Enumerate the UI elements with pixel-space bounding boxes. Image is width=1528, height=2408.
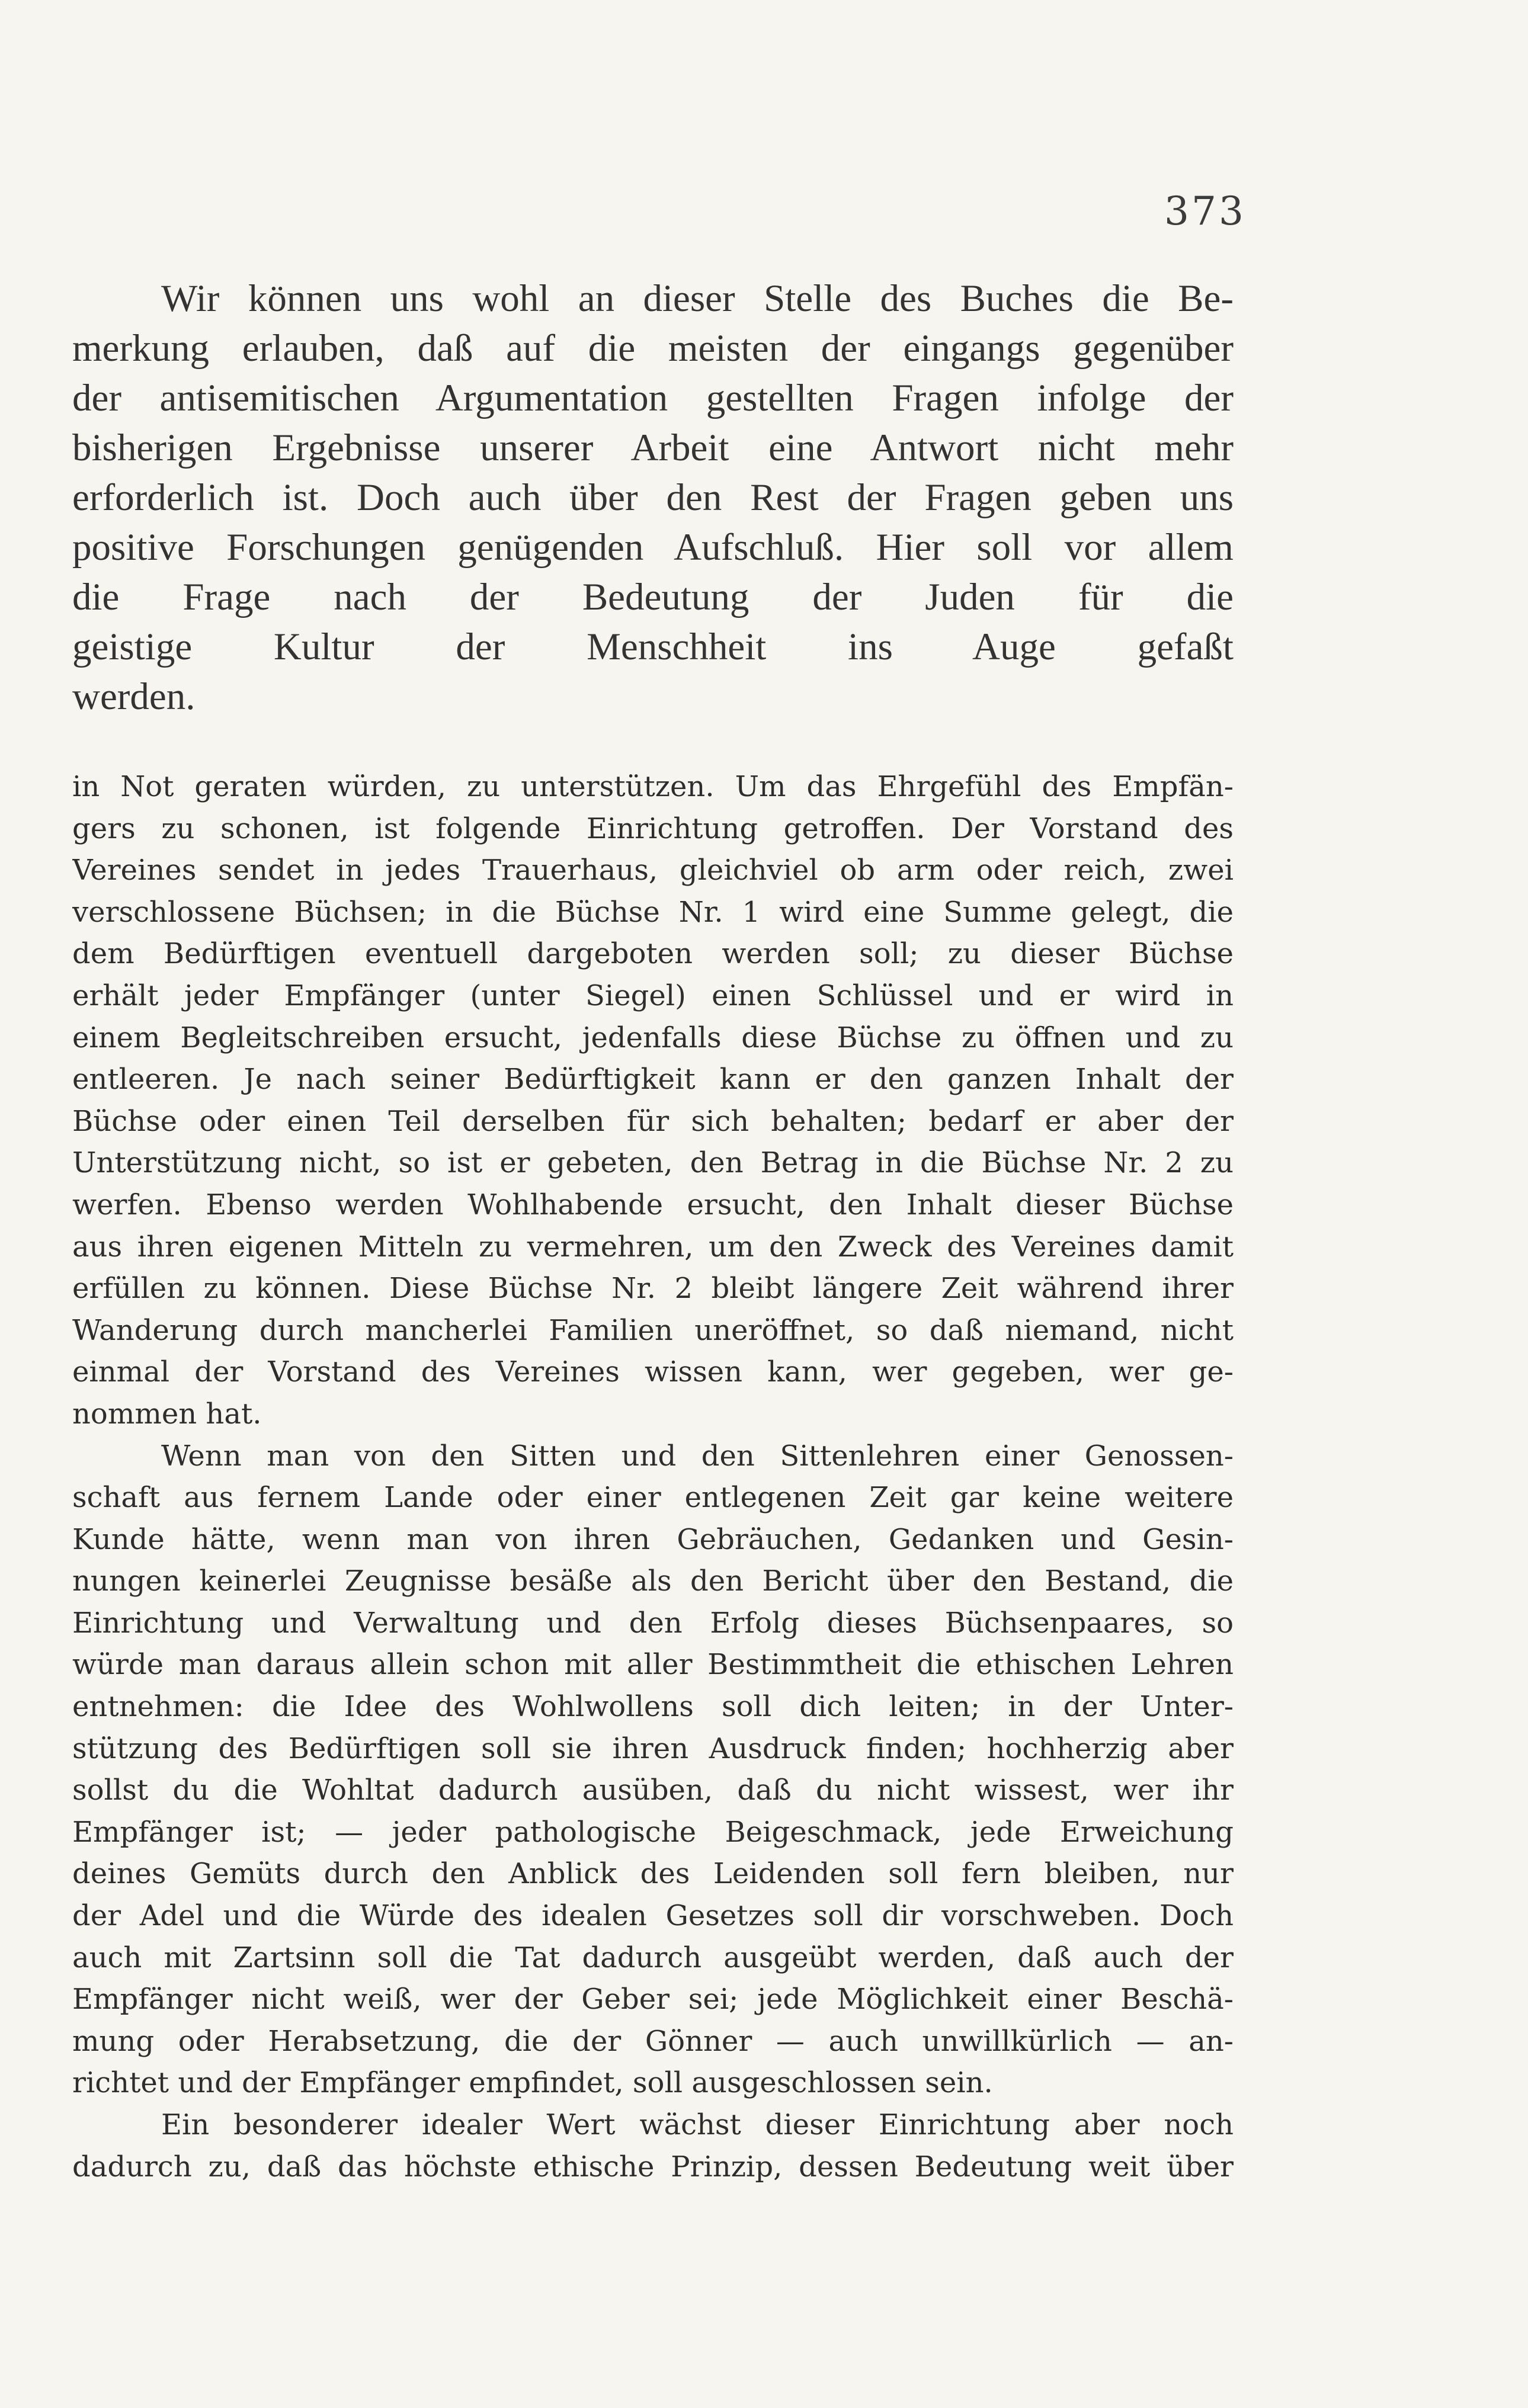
text-line: verschlossene Büchsen; in die Büchse Nr. 1 wird eine Summe gelegt, die xyxy=(72,895,1234,929)
text-line: der Adel und die Würde des idealen Gesetzes soll dir vorschweben. Doch xyxy=(72,1899,1234,1933)
text-line: Unterstützung nicht, so ist er gebeten, den Betrag in die Büchse Nr. 2 zu xyxy=(72,1146,1234,1180)
text-line: Empfänger ist; — jeder pathologische Beigeschmack, jede Erweichung xyxy=(72,1815,1234,1849)
text-line: werfen. Ebenso werden Wohlhabende ersucht, den Inhalt dieser Büchse xyxy=(72,1188,1234,1221)
text-line: Wir können uns wohl an dieser Stelle des Buches die Be- xyxy=(161,277,1234,320)
text-line: mung oder Herabsetzung, die der Gönner — auch unwillkürlich — an- xyxy=(72,2024,1234,2058)
text-line: die Frage nach der Bedeutung der Juden für die xyxy=(72,576,1234,618)
text-line: geistige Kultur der Menschheit ins Auge gefaßt xyxy=(72,626,1234,668)
text-line: in Not geraten würden, zu unterstützen. Um das Ehrgefühl des Empfän- xyxy=(72,770,1234,803)
text-line: Vereines sendet in jedes Trauerhaus, gleichviel ob arm oder reich, zwei xyxy=(72,854,1234,887)
text-line: dadurch zu, daß das höchste ethische Prinzip, dessen Bedeutung weit über xyxy=(72,2150,1234,2183)
text-line: nommen hat. xyxy=(72,1397,262,1431)
text-line: bisherigen Ergebnisse unserer Arbeit eine Antwort nicht mehr xyxy=(72,427,1234,469)
text-line: schaft aus fernem Lande oder einer entlegenen Zeit gar keine weitere xyxy=(72,1481,1234,1515)
text-line: einem Begleitschreiben ersucht, jedenfalls diese Büchse zu öffnen und zu xyxy=(72,1021,1234,1054)
text-line: Kunde hätte, wenn man von ihren Gebräuchen, Gedanken und Gesin- xyxy=(72,1522,1234,1556)
text-line: erfüllen zu können. Diese Büchse Nr. 2 bleibt längere Zeit während ihrer xyxy=(72,1272,1234,1306)
text-line: positive Forschungen genügenden Aufschluß. Hier soll vor allem xyxy=(72,526,1234,569)
text-line: entleeren. Je nach seiner Bedürftigkeit kann er den ganzen Inhalt der xyxy=(72,1063,1234,1096)
text-line: Empfänger nicht weiß, wer der Geber sei; jede Möglichkeit einer Beschä- xyxy=(72,1983,1234,2016)
text-line: richtet und der Empfänger empfindet, soll ausgeschlossen sein. xyxy=(72,2066,993,2100)
text-line: merkung erlauben, daß auf die meisten der eingangs gegenüber xyxy=(72,327,1234,370)
text-line: gers zu schonen, ist folgende Einrichtung getroffen. Der Vorstand des xyxy=(72,812,1234,845)
text-line: deines Gemüts durch den Anblick des Leidenden soll fern bleiben, nur xyxy=(72,1857,1234,1891)
text-line: stützung des Bedürftigen soll sie ihren Ausdruck finden; hochherzig aber xyxy=(72,1732,1234,1765)
text-line: auch mit Zartsinn soll die Tat dadurch ausgeübt werden, daß auch der xyxy=(72,1941,1234,1974)
text-line: Ein besonderer idealer Wert wächst dieser Einrichtung aber noch xyxy=(161,2108,1234,2141)
intro-paragraph xyxy=(72,274,1234,722)
text-line: Einrichtung und Verwaltung und den Erfolg dieses Büchsenpaares, so xyxy=(72,1606,1234,1640)
text-line: einmal der Vorstand des Vereines wissen kann, wer gegeben, wer ge- xyxy=(72,1355,1234,1389)
text-line: aus ihren eigenen Mitteln zu vermehren, um den Zweck des Vereines damit xyxy=(72,1230,1234,1264)
page-number: 373 xyxy=(1164,188,1246,234)
text-line: entnehmen: die Idee des Wohlwollens soll dich leiten; in der Unter- xyxy=(72,1690,1234,1724)
text-line: der antisemitischen Argumentation gestellten Fragen infolge der xyxy=(72,377,1234,419)
text-line: sollst du die Wohltat dadurch ausüben, daß du nicht wissest, wer ihr xyxy=(72,1774,1234,1807)
text-line: erhält jeder Empfänger (unter Siegel) einen Schlüssel und er wird in xyxy=(72,979,1234,1012)
text-line: Wenn man von den Sitten und den Sittenlehren einer Genossen- xyxy=(161,1439,1234,1473)
text-line: Büchse oder einen Teil derselben für sich behalten; bedarf er aber der xyxy=(72,1104,1234,1138)
text-line: nungen keinerlei Zeugnisse besäße als den Bericht über den Bestand, die xyxy=(72,1564,1234,1598)
body-text xyxy=(72,766,1234,2188)
text-line: würde man daraus allein schon mit aller Bestimmtheit die ethischen Lehren xyxy=(72,1648,1234,1682)
text-line: erforderlich ist. Doch auch über den Rest der Fragen geben uns xyxy=(72,476,1234,519)
text-line: werden. xyxy=(72,675,196,718)
text-line: Wanderung durch mancherlei Familien uneröffnet, so daß niemand, nicht xyxy=(72,1313,1234,1347)
text-line: dem Bedürftigen eventuell dargeboten werden soll; zu dieser Büchse xyxy=(72,937,1234,971)
